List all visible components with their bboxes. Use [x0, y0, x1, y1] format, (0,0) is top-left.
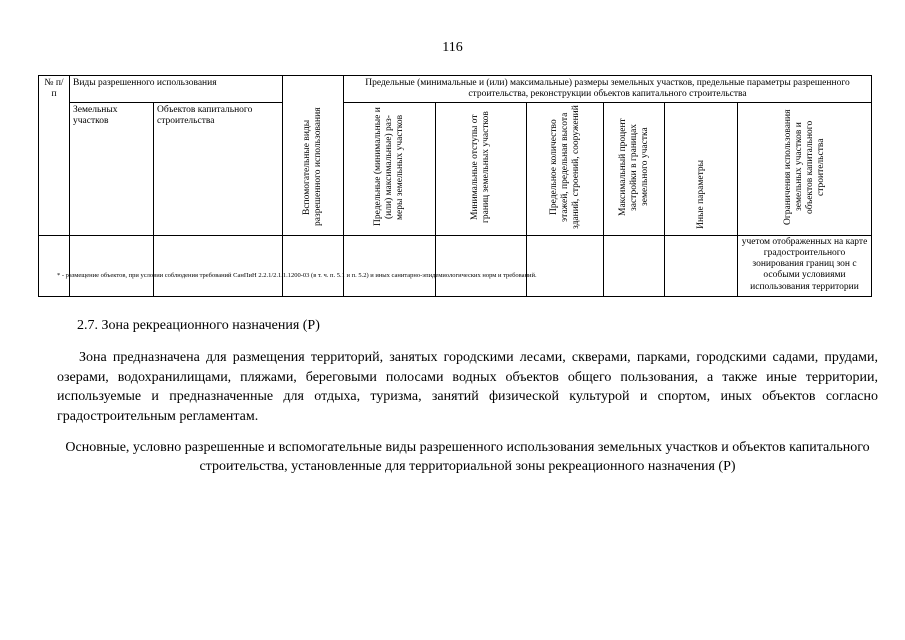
table-row	[39, 235, 872, 296]
section-title: 2.7. Зона рекреационного назначения (Р)	[77, 318, 320, 333]
header-other-cell	[665, 102, 738, 235]
table-cell	[154, 235, 283, 296]
page-number: 116	[442, 40, 463, 55]
header-floors-cell	[527, 102, 604, 235]
table-cell	[604, 235, 665, 296]
table-cell	[39, 235, 70, 296]
table-caption: Основные, условно разрешенные и вспомогательные виды разрешенного использования земельных участков и объектов капитального строительства, установленные для территориальной зоны рекреационного назначения (Р)	[65, 440, 870, 474]
header-row-number: № п/п	[39, 76, 70, 236]
header-building-coverage: Максимальный процент застройки в границах земельного участка	[617, 117, 650, 216]
header-land-plots: Земельных участков	[70, 102, 154, 235]
header-plot-sizes: Предельные (минимальные и (или) максимальные) раз- меры земельных участков	[373, 107, 405, 227]
header-restrictions: Ограничения использования земельных участков и объектов капитального строительства	[782, 109, 826, 225]
header-capital-objects: Объектов капитального строительства	[154, 102, 283, 235]
header-other-parameters: Иные параметры	[695, 160, 706, 229]
header-restrictions-cell	[738, 102, 872, 235]
table-cell	[527, 235, 604, 296]
zone-description-paragraph: Зона предназначена для размещения территорий, занятых городскими лесами, скверами, парками, городскими садами, прудами, озерами, водохранилищами, пляжами, береговыми полосами водных объектов общего пользования, а также иные территории, используемые и предназначенные для отдыха, туризма, занятий физической культурой и спортом, иных объектов согласно градостроительным регламентам.	[57, 350, 878, 424]
table-footnote: * - размещение объектов, при условии соблюдения требований СанПиН 2.2.1/2.1.1.1200-03 (в т. ч. п. 5.1 и п. 5.2) и иных санитарно-эпидемиологических норм и требований.	[57, 272, 537, 279]
header-sizes-cell	[344, 102, 436, 235]
table-cell	[436, 235, 527, 296]
header-floors-height: Предельное количество этажей, предельная высота зданий, строений, сооружений	[548, 104, 581, 229]
header-use-types: Виды разрешенного использования	[70, 76, 283, 103]
table-cell	[283, 235, 344, 296]
regulations-table	[38, 75, 872, 297]
table-cell	[665, 235, 738, 296]
header-limit-parameters: Предельные (минимальные и (или) максимальные) размеры земельных участков, предельные параметры разрешенного строительства, реконструкции объектов капитального строительства	[344, 76, 872, 103]
restrictions-note: учетом отображенных на карте градостроительного зонирования границ зон с особыми условиями использования территории	[738, 235, 872, 296]
header-auxiliary-cell	[283, 76, 344, 236]
table-cell	[344, 235, 436, 296]
header-auxiliary-uses: Вспомогательные виды разрешенного использования	[302, 107, 323, 227]
header-setbacks: Минимальные отступы от границ земельных участков	[470, 110, 491, 223]
header-setbacks-cell	[436, 102, 527, 235]
table-cell	[70, 235, 154, 296]
header-coverage-cell	[604, 102, 665, 235]
